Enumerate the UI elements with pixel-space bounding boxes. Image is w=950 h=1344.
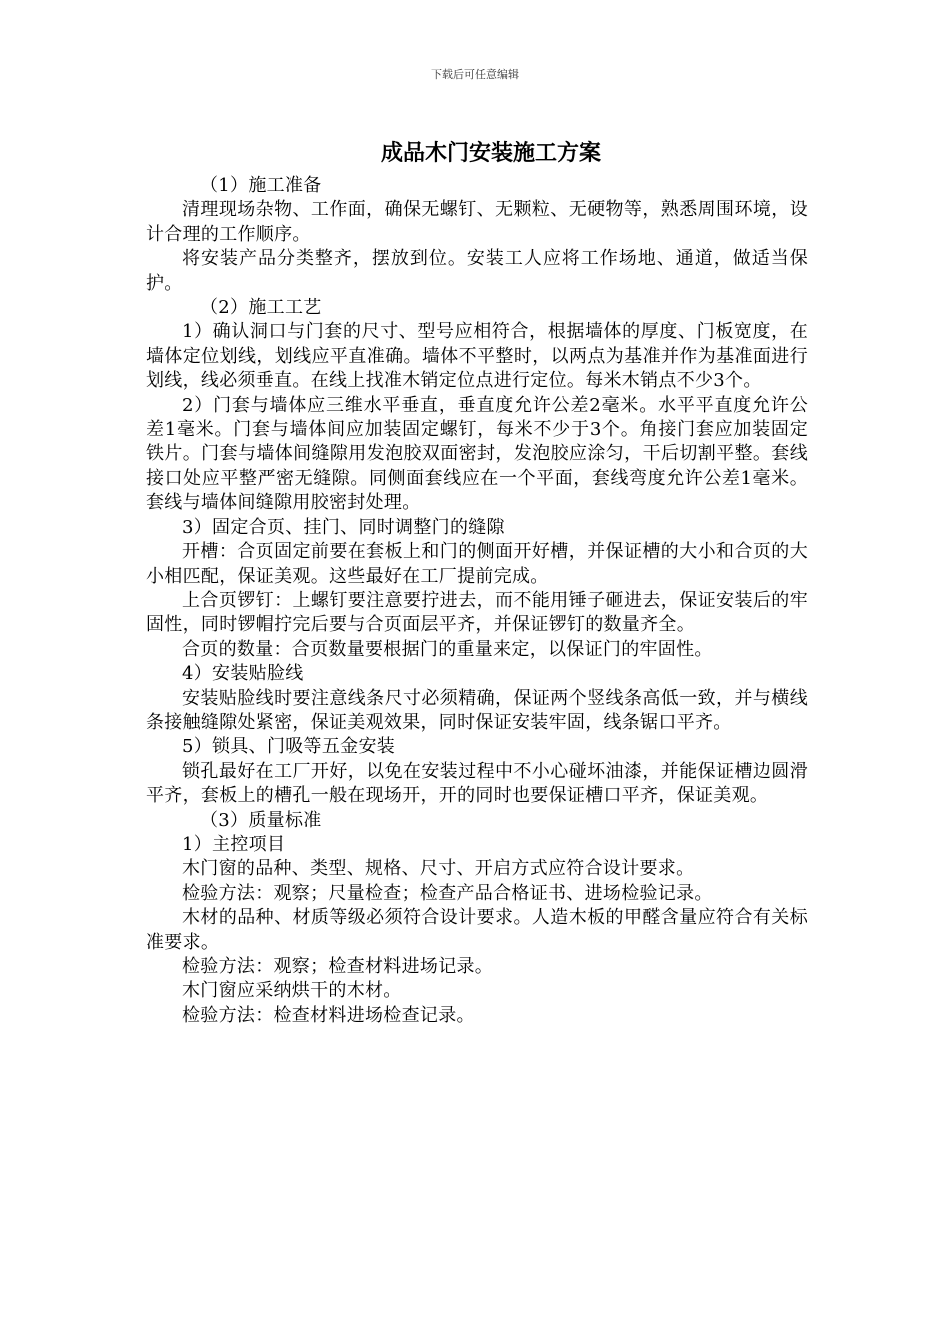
paragraph: 开槽：合页固定前要在套板上和门的侧面开好槽，并保证槽的大小和合页的大小相匹配，保证美观。这些最好在工厂提前完成。	[146, 541, 808, 587]
section-heading: （1）施工准备	[200, 175, 322, 196]
section-heading: （3）质量标准	[200, 809, 322, 831]
paragraph: 合页的数量：合页数量要根据门的重量来定，以保证门的牢固性。	[182, 638, 713, 660]
paragraph: 5）锁具、门吸等五金安装	[182, 736, 396, 758]
paragraph: 检验方法：观察；尺量检查；检查产品合格证书、进场检验记录。	[182, 882, 713, 904]
paragraph: 3）固定合页、挂门、同时调整门的缝隙	[182, 516, 505, 538]
paragraph: 检验方法：检查材料进场检查记录。	[182, 1004, 475, 1026]
paragraph: 安装贴脸线时要注意线条尺寸必须精确，保证两个竖线条高低一致，并与横线条接触缝隙处紧密，保证美观效果，同时保证安装牢固，线条锯口平齐。	[146, 687, 808, 733]
paragraph: 清理现场杂物、工作面，确保无螺钉、无颗粒、无硬物等，熟悉周围环境，设计合理的工作顺序。	[146, 199, 808, 245]
paragraph: 4）安装贴脸线	[182, 663, 304, 685]
paragraph: 木材的品种、材质等级必须符合设计要求。人造木板的甲醛含量应符合有关标准要求。	[146, 907, 808, 953]
paragraph: 木门窗的品种、类型、规格、尺寸、开启方式应符合设计要求。	[182, 858, 695, 880]
paragraph: 1）确认洞口与门套的尺寸、型号应相符合，根据墙体的厚度、门板宽度，在墙体定位划线，划线应平直准确。墙体不平整时，以两点为基准并作为基准面进行划线，线必须垂直。在线上找准木销定位点进行定位。每米木销点不少3个。	[146, 321, 808, 392]
paragraph: 2）门套与墙体应三维水平垂直，垂直度允许公差2毫米。水平平直度允许公差1毫米。门套与墙体间应加装固定螺钉，每米不少于3个。角接门套应加装固定铁片。门套与墙体间缝隙用发泡胶双面密封，发泡胶应涂匀，干后切割平整。套线接口处应平整严密无缝隙。同侧面套线应在一个平面，套线弯度允许公差1毫米。套线与墙体间缝隙用胶密封处理。	[146, 394, 808, 514]
section-heading: （2）施工工艺	[200, 297, 322, 319]
document-title: 成品木门安装施工方案	[380, 141, 601, 166]
paragraph: 木门窗应采纳烘干的木材。	[182, 980, 402, 1002]
paragraph: 检验方法：观察；检查材料进场记录。	[182, 956, 494, 977]
paragraph: 1）主控项目	[182, 833, 286, 855]
paragraph: 锁孔最好在工厂开好，以免在安装过程中不小心碰坏油漆，并能保证槽边圆滑平齐，套板上的槽孔一般在现场开，开的同时也要保证槽口平齐，保证美观。	[146, 760, 808, 807]
page-header: 下载后可任意编辑	[431, 68, 519, 81]
document-body	[146, 174, 808, 1028]
paragraph: 上合页锣钉：上螺钉要注意要拧进去，而不能用锤子砸进去，保证安装后的牢固性，同时锣帽拧完后要与合页面层平齐，并保证锣钉的数量齐全。	[146, 589, 808, 636]
paragraph: 将安装产品分类整齐，摆放到位。安装工人应将工作场地、通道，做适当保护。	[146, 248, 808, 294]
